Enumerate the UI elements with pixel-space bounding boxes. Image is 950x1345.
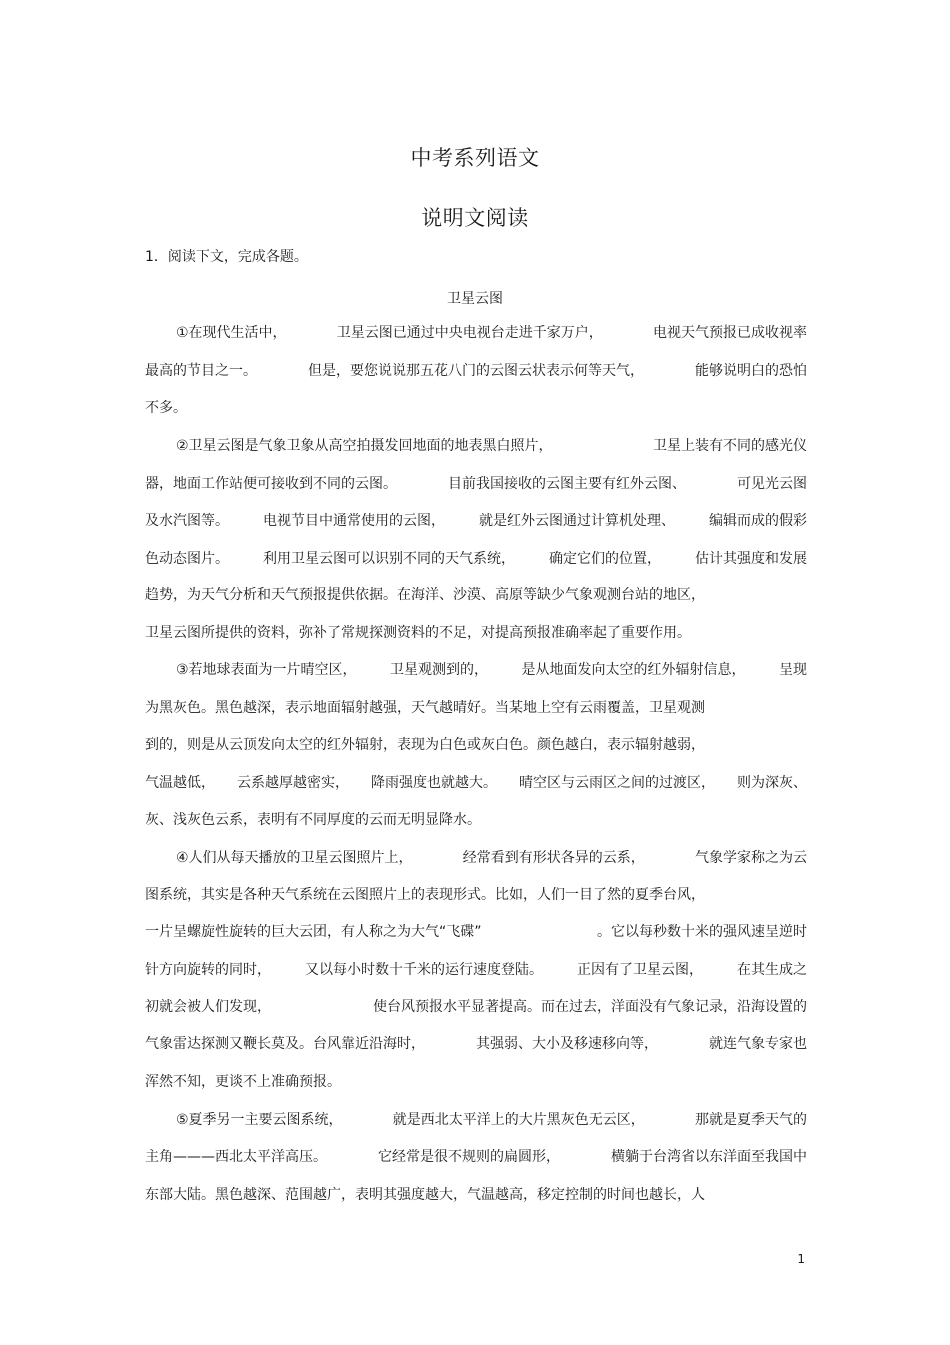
text-segment: 卫星观测到的， <box>390 662 489 678</box>
text-line <box>145 361 807 381</box>
text-segment: 不多。 <box>145 400 187 416</box>
text-segment: ④人们从每天播放的卫星云图照片上， <box>176 850 413 866</box>
text-line <box>145 511 807 531</box>
text-line <box>145 773 807 793</box>
text-segment: 利用卫星云图可以识别不同的天气系统， <box>263 551 515 567</box>
text-line <box>176 1110 807 1130</box>
text-segment: 气象学家称之为云 <box>695 850 807 866</box>
text-segment: 云系越厚越密实， <box>237 775 349 791</box>
text-segment: 卫星云图所提供的资料，弥补了常规探测资料的不足，对提高预报准确率起了重要作用。 <box>145 625 691 641</box>
text-segment: 正因有了卫星云图， <box>577 962 703 978</box>
text-segment: 其强弱、大小及移速移向等， <box>476 1036 658 1052</box>
article-title: 卫星云图 <box>447 291 503 307</box>
text-segment: 灰、浅灰色云系，表明有不同厚度的云而无明显降水。 <box>145 812 481 828</box>
text-line <box>145 1034 807 1054</box>
text-segment: 呈现 <box>778 662 807 678</box>
text-segment: 又以每小时数十千米的运行速度登陆。 <box>305 962 543 978</box>
text-segment: 到的，则是从云顶发向太空的红外辐射，表现为白色或灰白色。颜色越白，表示辐射越弱， <box>145 737 705 753</box>
text-segment: 卫星云图已通过中央电视台走进千家万户， <box>336 325 603 341</box>
text-segment: 气象雷达探测又鞭长莫及。台风靠近沿海时， <box>145 1036 425 1052</box>
text-segment: 它经常是很不规则的扁圆形， <box>378 1149 560 1165</box>
text-segment: ③若地球表面为一片晴空区， <box>176 662 357 678</box>
text-segment: ⑤夏季另一主要云图系统， <box>176 1112 343 1128</box>
text-segment: 气温越低， <box>145 775 215 791</box>
text-segment: 东部大陆。黑色越深、范围越广，表明其强度越大，气温越高，移定控制的时间也越长，人 <box>145 1187 705 1203</box>
text-segment: 初就会被人们发现， <box>145 999 271 1015</box>
text-segment: 主角———西北太平洋高压。 <box>145 1149 327 1165</box>
text-segment: 目前我国接收的云图主要有红外云图、 <box>448 476 686 492</box>
text-segment: 器，地面工作站便可接收到不同的云图。 <box>145 476 397 492</box>
page-subtitle: 说明文阅读 <box>421 206 529 230</box>
text-segment: 卫星上装有不同的感光仪 <box>653 438 807 454</box>
text-segment: 及水汽图等。 <box>145 513 229 529</box>
text-line <box>145 474 807 494</box>
text-segment: 图系统，其实是各种天气系统在云图照片上的表现形式。比如，人们一目了然的夏季台风， <box>145 887 705 903</box>
text-segment: 就是红外云图通过计算机处理、 <box>479 513 675 529</box>
text-segment: 编辑而成的假彩 <box>709 513 807 529</box>
text-segment: 电视节目中通常使用的云图， <box>263 513 445 529</box>
text-segment: 确定它们的位置， <box>549 551 661 567</box>
text-segment: 电视天气预报已成收视率 <box>653 325 807 341</box>
text-segment: 使台风预报水平显著提高。而在过去，洋面没有气象记录，沿海设置的 <box>373 999 807 1015</box>
text-segment: 降雨强度也就越大。 <box>371 775 497 791</box>
text-segment: 就连气象专家也 <box>709 1036 807 1052</box>
page-number: 1 <box>797 1252 805 1266</box>
text-line <box>176 323 807 343</box>
text-line <box>145 623 807 643</box>
text-line <box>145 885 807 905</box>
text-segment: 可见光云图 <box>737 476 807 492</box>
text-segment: 针方向旋转的同时， <box>145 962 271 978</box>
text-segment: 在其生成之 <box>737 962 807 978</box>
text-segment: 。它以每秒数十米的强风速呈逆时 <box>597 924 807 940</box>
text-segment: 但是，要您说说那五花八门的云图云状表示何等天气， <box>308 363 644 379</box>
text-segment: ②卫星云图是气象卫象从高空拍摄发回地面的地表黑白照片， <box>176 438 553 454</box>
text-line <box>145 398 807 418</box>
page-title: 中考系列语文 <box>410 146 540 170</box>
text-segment: ①在现代生活中， <box>176 325 287 341</box>
text-segment: 横躺于台湾省以东洋面至我国中 <box>611 1149 807 1165</box>
text-segment: 能够说明白的恐怕 <box>695 363 807 379</box>
question-prompt: 1．阅读下文，完成各题。 <box>145 249 308 265</box>
text-segment: 经常看到有形状各异的云系， <box>462 850 645 866</box>
text-line <box>145 960 807 980</box>
text-segment: 最高的节目之一。 <box>145 363 257 379</box>
text-line <box>145 1185 807 1205</box>
text-segment: 浑然不知，更谈不上准确预报。 <box>145 1074 341 1090</box>
text-segment: 晴空区与云雨区之间的过渡区， <box>519 775 715 791</box>
text-segment: 则为深灰、 <box>737 775 807 791</box>
text-line <box>176 436 807 456</box>
text-line <box>145 997 807 1017</box>
text-line <box>145 810 807 830</box>
text-segment: 就是西北太平洋上的大片黑灰色无云区， <box>392 1112 645 1128</box>
text-segment: 色动态图片。 <box>145 551 229 567</box>
text-line <box>145 1072 807 1092</box>
text-line <box>176 660 807 680</box>
text-line <box>176 848 807 868</box>
text-line <box>145 585 807 605</box>
text-line <box>145 549 807 569</box>
text-segment: 那就是夏季天气的 <box>695 1112 807 1128</box>
text-line <box>145 698 807 718</box>
text-segment: 是从地面发向太空的红外辐射信息， <box>521 662 746 678</box>
text-line <box>145 1147 807 1167</box>
text-segment: 估计其强度和发展 <box>695 551 807 567</box>
text-line <box>145 735 807 755</box>
text-segment: 一片呈螺旋性旋转的巨大云团，有人称之为大气“飞碟” <box>145 924 482 940</box>
text-segment: 为黑灰色。黑色越深，表示地面辐射越强，天气越晴好。当某地上空有云雨覆盖，卫星观测 <box>145 700 705 716</box>
text-segment: 趋势，为天气分析和天气预报提供依据。在海洋、沙漠、高原等缺少气象观测台站的地区， <box>145 587 705 603</box>
text-line <box>145 922 807 942</box>
